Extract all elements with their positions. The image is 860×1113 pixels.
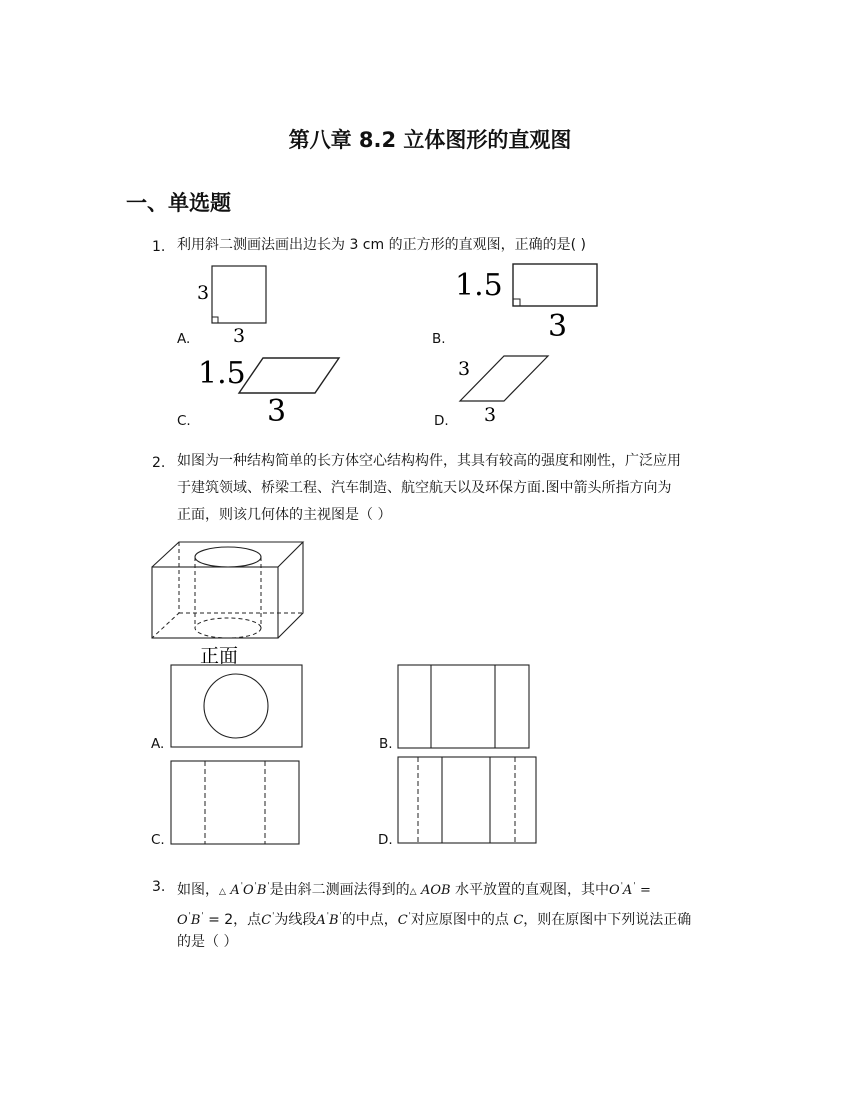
q3-math-c: C' (261, 911, 275, 928)
q3-text-segment: = 2，点 (208, 912, 262, 928)
q2-number: 2. (152, 455, 166, 471)
q2-line-2: 于建筑领域、桥梁工程、汽车制造、航空航天以及环保方面.图中箭头所指方向为 (177, 480, 672, 496)
q1-c-left-label: 1.5 (198, 356, 246, 391)
q1-option-d-label[interactable]: D. (434, 413, 449, 429)
section-heading: 一、单选题 (126, 191, 231, 215)
q3-equals: = (639, 883, 651, 898)
q3-number: 3. (152, 879, 166, 895)
q1-option-c-figure (195, 352, 345, 428)
q2-option-d-label[interactable]: D. (378, 832, 393, 848)
q1-b-bottom-label: 3 (548, 309, 568, 340)
q1-a-bottom-label: 3 (233, 325, 246, 347)
q2-option-b-figure (395, 662, 533, 752)
q2-option-c-label[interactable]: C. (151, 832, 165, 848)
triangle-symbol: △ (219, 887, 226, 897)
q1-d-bottom-label: 3 (484, 404, 497, 426)
q2-line-1: 如图为一种结构简单的长方体空心结构构件，其具有较高的强度和刚性，广泛应用 (177, 453, 681, 469)
q1-text: 利用斜二测画法画出边长为 3 cm 的正方形的直观图，正确的是( ) (177, 237, 586, 253)
q3-math-ab: A'B' (316, 911, 342, 928)
q3-text-segment: 如图， (177, 882, 219, 898)
q1-option-d-figure (450, 350, 560, 428)
q2-option-c-figure (168, 758, 303, 848)
q3-math-a: A'O'B' (230, 881, 270, 898)
q3-line-3: 的是（ ） (177, 934, 238, 950)
q2-front-label: 正面 (200, 645, 239, 667)
q3-text-segment: ，则在原图中下列说法正确 (523, 912, 692, 928)
q2-solid-figure (145, 537, 315, 669)
q3-text-segment: 是由斜二测画法得到的 (269, 882, 410, 898)
q1-a-left-label: 3 (197, 282, 210, 304)
q1-option-b-figure (450, 260, 610, 340)
q3-text-segment: 的中点， (341, 912, 398, 928)
q2-option-a-label[interactable]: A. (151, 736, 165, 752)
q1-number: 1. (152, 239, 166, 255)
q3-line-1 (177, 872, 651, 906)
q3-line-2 (177, 902, 691, 934)
triangle-symbol: △ (409, 887, 417, 897)
q3-math-aob: AOB (420, 883, 451, 898)
q2-option-d-figure (395, 754, 540, 848)
page-title: 第八章 8.2 立体图形的直观图 (288, 128, 572, 152)
q1-b-left-label: 1.5 (455, 268, 503, 303)
q2-option-b-label[interactable]: B. (379, 736, 393, 752)
q3-math-c: C (513, 913, 524, 928)
q1-option-c-label[interactable]: C. (177, 413, 191, 429)
q3-math-ob: O'B' (177, 911, 204, 928)
q3-math-c: C' (397, 911, 411, 928)
q1-c-bottom-label: 3 (267, 394, 287, 428)
q2-line-3: 正面，则该几何体的主视图是（ ） (177, 507, 392, 523)
q3-math-oa: O'A' (609, 881, 636, 898)
q1-option-a-label[interactable]: A. (177, 331, 191, 347)
q3-text-segment: 对应原图中的点 (410, 912, 509, 928)
q2-option-a-figure (168, 662, 306, 750)
q3-text-segment: 水平放置的直观图，其中 (455, 882, 610, 898)
q1-d-left-label: 3 (458, 358, 471, 380)
q1-option-b-label[interactable]: B. (432, 331, 446, 347)
q1-option-a-figure (190, 262, 280, 348)
q3-text-segment: 为线段 (274, 912, 317, 928)
